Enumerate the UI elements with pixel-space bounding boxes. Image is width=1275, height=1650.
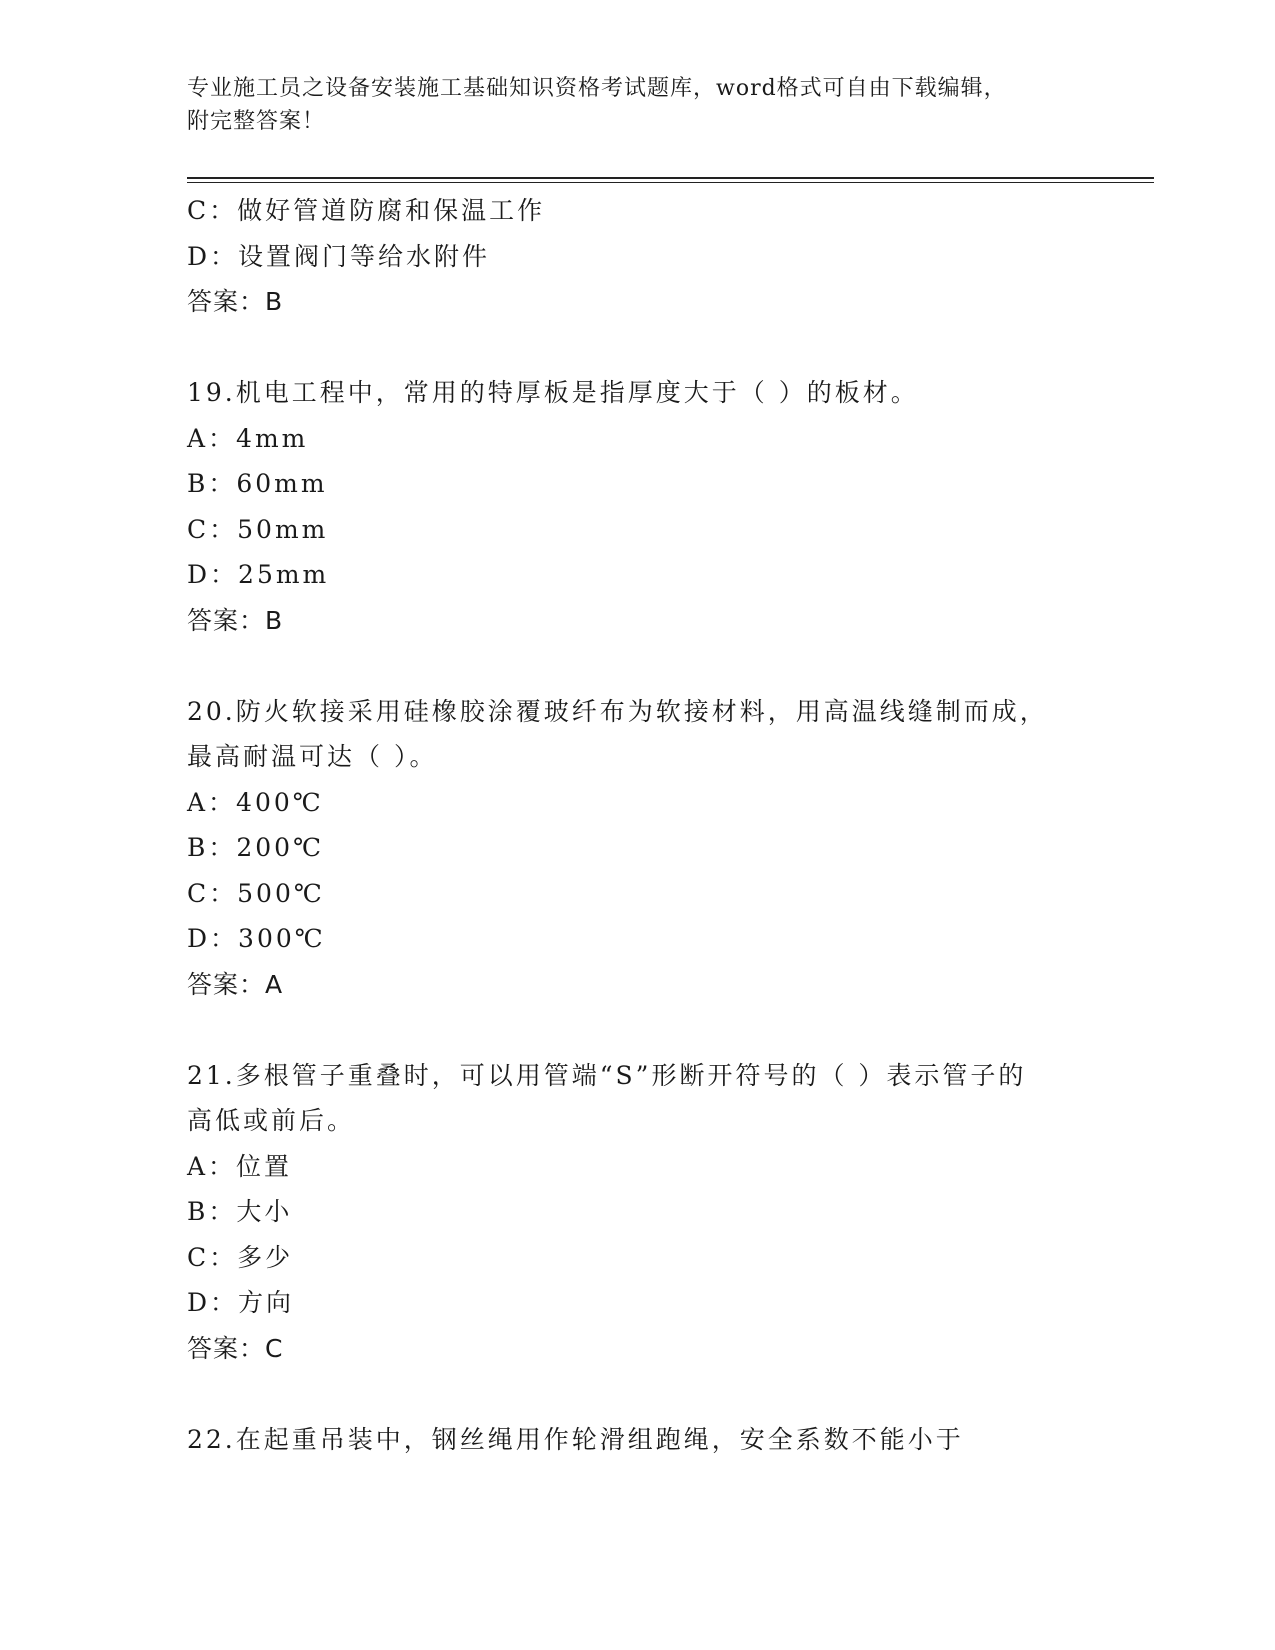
option-c: C：多少 [187,1242,294,1272]
question-text: 20.防火软接采用硅橡胶涂覆玻纤布为软接材料，用高温线缝制而成， [187,696,1048,726]
question-20 [187,689,1087,1008]
header-divider [187,177,1154,183]
question-text: 19.机电工程中，常用的特厚板是指厚度大于（ ）的板材。 [187,378,919,407]
question-18-tail [187,188,1087,325]
question-list [187,188,1087,1462]
answer-line: 答案：B [187,287,284,316]
spacer [187,643,1087,689]
answer-line: 答案：A [187,969,284,999]
option-d: D：设置阀门等给水附件 [187,241,491,271]
option-a: A：4mm [187,423,309,453]
option-a: A：400℃ [187,787,324,817]
option-d: D：方向 [187,1288,295,1317]
question-text-continued: 高低或前后。 [187,1106,356,1135]
spacer [187,1371,1087,1417]
option-c: C：500℃ [187,878,325,908]
header-line-1: 专业施工员之设备安装施工基础知识资格考试题库，word格式可自由下载编辑， [187,76,1007,101]
option-d: D：300℃ [187,924,326,953]
option-b: B：60mm [187,469,328,498]
option-c: C：做好管道防腐和保温工作 [187,196,546,225]
option-c: C：50mm [187,514,329,544]
question-22 [187,1417,1087,1463]
header-line-2: 附完整答案！ [187,109,326,134]
answer-line: 答案：B [187,605,284,635]
option-a: A：位置 [187,1151,293,1181]
question-21 [187,1053,1087,1372]
option-b: B：200℃ [187,833,325,862]
question-text: 22.在起重吊装中，钢丝绳用作轮滑组跑绳，安全系数不能小于 [187,1424,964,1454]
answer-line: 答案：C [187,1333,284,1363]
document-header [187,72,1087,138]
question-text-continued: 最高耐温可达（ ）。 [187,742,438,771]
option-d: D：25mm [187,560,330,589]
spacer [187,1007,1087,1053]
option-b: B：大小 [187,1197,293,1226]
spacer [187,325,1087,371]
question-19 [187,370,1087,643]
question-text: 21.多根管子重叠时，可以用管端“S”形断开符号的（ ）表示管子的 [187,1060,1027,1090]
